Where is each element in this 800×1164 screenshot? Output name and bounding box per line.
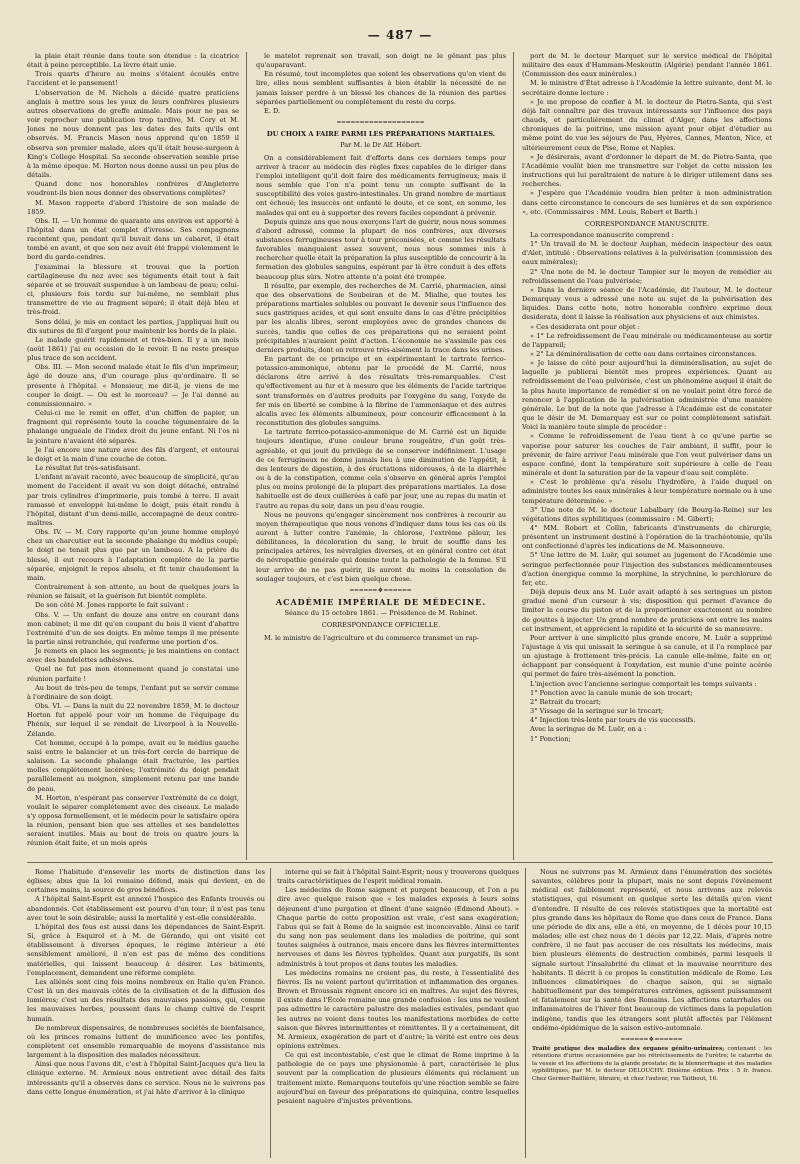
paragraph: On a considérablement fait d'efforts dans ces derniers temps pour arriver à tracer au médecin des règles fixes capables de le diriger dans l'emploi intelligent qu'il doit faire des médicaments ferrugineux; mais il nous semble que l'on n'a point tenu un compte suffisant de la susceptibilité des voies gastro-intestinales. Un grand nombre de martiaux ont échoué; les insuccès ont enfanté le doute, et ce sont, en somme, les malades qui ont eu à supporter des revers faciles cependant à prévenir. xyxy=(256,153,506,217)
paragraph: J'examinai la blessure et trouvai que la portion cartilagineuse du nez avec ses téguments était tout à fait séparée et se trouvait suspendue à un lambeau de peau; celui-ci, plusieurs fois tordu sur lui-même, ne semblait plus transmettre de vie au fragment séparé; il était déjà bleu et très-froid. xyxy=(27,262,239,317)
paragraph: Cet homme, occupé à la pompe, avait eu le médius gauche saisi entre le balancier et un très-fort cercle de barrique de salaison. La seconde phalange était fracturée, les parties molles complétement lacérées; l'extrémité du doigt pendait parallèlement au moignon, simplement retenu par une bande de peau. xyxy=(27,738,239,793)
paragraph: Je l'ai encore une nature avec des fils d'argent, et entourai le doigt et la main d'une couche de coton. xyxy=(27,445,239,463)
column-rule xyxy=(246,52,247,860)
paragraph: L'enfant m'avait raconté, avec beaucoup de simplicité, qu'au moment de l'accident il avait vu son doigt détaché, entraîné par trois cylindres d'imprimerie, puis tombé à terre. Il avait ramassé et enveloppé lui-même le doigt, puis était rendu à l'hôpital, distant d'un demi-mille, accompagné de deux contre-maîtres. xyxy=(27,473,239,527)
paragraph: » Ces desiderata ont pour objet : xyxy=(530,322,640,331)
paragraph: 3° Une note de M. le docteur Labalbary (de Bourg-la-Reine) sur les végétations dites syphilitiques (commissaire : M. Gibert); xyxy=(522,505,772,523)
paragraph: la plaie était réunie dans toute son étendue : la cicatrice était à peine perceptible. La lèvre était unie. xyxy=(27,52,239,70)
paragraph: » J'espère que l'Académie voudra bien prêter à mon administration dans cette circonstance le concours de ses lumières et de son expérience », etc. (Commissaires : MM. Louis, Robert et Barth.) xyxy=(522,189,772,216)
paragraph: 4° MM. Robert et Collin, fabricants d'instruments de chirurgie, présentent un instrument destiné à l'opération de la trachéotomie, qu'ils ont confectionné d'après les indications de M. Maisonneuve. xyxy=(522,523,772,551)
paragraph: 3° Vissage de la seringue sur le trocart; xyxy=(530,707,664,716)
paragraph: Quel ne fut pas mon étonnement quand je constatai une réunion parfaite ! xyxy=(27,665,239,683)
paragraph: » Je laisse de côté pour aujourd'hui la déminéralisation, au sujet de laquelle je publierai bientôt mes propres expériences. Quant au refroidissement de l'eau pulvérisée, c'est un phénomène auquel il était de la plus haute importance de remédier si on ne voulait point être forcé de renoncer à l'application de la pulvérisation administrée d'une manière générale. Le but de la note que j'adresse à l'Académie est de constater que le désir de M. Demarquay est sur ce point complètement satisfait. Voici la manière toute simple de procéder : xyxy=(522,359,772,432)
paragraph: Nous ne suivrons pas M. Armieux dans l'énumération des sociétés savantes, célèbres pour la plupart, mais ne sont depuis l'évènement médical est faiblement représenté, et nous arrivons aux relevés statistiques, qui résument en quelque sorte les détails qu'on vient d'entendre. Il résulte de ces relevés statistiques que la mortalité est plus grande dans les hôpitaux de Rome que dans ceux de France. Dans une période de dix ans, elle a été, en moyenne, de 1 décès pour 10,15 malades; elle est chez nous de 1 décès par 12,22. Mais, d'après notre confrère, il ne faut pas accuser de ces résultats les médecins, mais bien plusieurs éléments de destruction combinés, parmi lesquels il signale surtout l'insalubrité du climat et la mauvaise nourriture des habitants. Il décrit à ce propos la constitution médicale de Rome. Les influences climatériques de chaque saison, qui se signale habituellement par des températures extrêmes, agissent puissamment et fatalement sur la santé des Romains. Les affections catarrhales ou inflammatoires de l'hiver font beaucoup de victimes dans la population indigène, tandis que les étrangers sont plutôt affectés par l'élément endémo-épidémique de la saison estivo-automnale. xyxy=(532,868,772,1032)
page-number: — 487 — xyxy=(367,28,433,42)
section-heading: CORRESPONDANCE OFFICIELLE. xyxy=(321,621,441,630)
paragraph: Celui-ci me le remit en effet, d'un chiffon de papier, un fragment qui représente toute la couche tégumentaire de la phalange unguéale de l'index droit du jeune enfant. Ni l'os ni la jointure n'avaient été séparés. xyxy=(27,409,239,445)
paragraph: Ce qui est incontestable, c'est que le climat de Rome imprime à la pathologie de ce pays une physionomie à part, caractérisée le plus souvent par la complication de plusieurs éléments qui réclament un traitement mixte. Remarquons toutefois qu'une réaction semble se faire aujourd'hui en faveur des préparations de quinquina, contre lesquelles pesaient naguère d'injustes préventions. xyxy=(277,1051,519,1105)
paragraph: » 2° La déminéralisation de cette eau dans certaines circonstances. xyxy=(530,350,757,358)
paragraph: Contrairement à son attente, au bout de quelques jours la réunion se faisait, et la guérison fut bientôt complète. xyxy=(27,583,239,601)
paragraph: » Je désirerais, avant d'ordonner le départ de M. de Pietra-Santa, que l'Académie voulût bien me transmettre sur l'objet de cette mission les instructions qui lui paraîtraient de nature à le diriger utilement dans ses recherches. xyxy=(522,152,772,189)
paragraph: 1° Ponction; xyxy=(530,734,571,743)
column-left-bottom xyxy=(27,868,265,1158)
paragraph: Nous ne pouvons qu'engager sincèrement nos confrères à recourir au moyen thérapeutique que nous venons d'indiquer dans tous les cas où ils auront à lutter contre l'anémie, la chlorose, l'extrême pâleur, les débilitances, la décoloration du sang, le bruit de souffle dans les principales artères, les névralgies diverses, et en général contre cet état de névropathie générale qui domine toute la pathologie de la femme. S'il leur arrive de ne pas guérir, ils auront du moins la consolation de soulager toujours, et c'est bien quelque chose. xyxy=(256,510,506,583)
paragraph: En résumé, tout incomplètes que soient les observations qu'on vient de lire, elles nous semblent suffisantes à bien établir la nécessité de ne jamais laisser perdre à un blessé les chances de la réunion des parties séparées partiellement ou complétement du reste du corps. xyxy=(256,70,506,106)
paragraph: » Comme le refroidissement de l'eau tient à ce qu'une partie se vaporise pour saturer les couches de l'air ambiant, il suffit, pour le prévenir, de faire arriver l'eau minérale que l'on veut pulvériser dans un espace confiné, dont la température soit supérieure à celle de l'eau minérale et dont la saturation par de la vapeur d'eau soit complète. xyxy=(522,432,772,478)
ornament-divider: ══════❖══════ xyxy=(621,1035,683,1043)
paragraph: Le résultat fut très-satisfaisant. xyxy=(35,464,141,473)
paragraph: Quand donc nos honorables confrères d'Angleterre voudront-ils bien nous donner des observations complètes? xyxy=(27,180,239,198)
paragraph: Obs. IV. — M. Cory rapporte qu'un jeune homme employé chez un charcutier eut la seconde phalange du médius coupé; le doigt ne tenait plus que par un lambeau. A la prière du blessé, il eut recours à l'adaptation complète de la partie séparée, enjoignit le repos absolu, et fit tenir chaudement la main. xyxy=(27,528,239,582)
paragraph: Obs. III. — Mon second malade était le fils d'un imprimeur, âgé de douze ans, d'un courage plus qu'ordinaire. Il se présente à l'hôpital. « Monsieur, me dit-il, je viens de me couper le doigt. — Où est le morceau? — Je l'ai donné au commissionnaire. » xyxy=(27,363,239,408)
paragraph: L'hôpital des fous est aussi dans les dépendances de Saint-Esprit. Si, grâce à Esquirol et à M. de Gérando, qui ont visité cet établissement à diverses époques, le régime intérieur a été sensiblement amélioré, il n'en est pas de même des conditions matérielles, qui laissent beaucoup à désirer. Les bâtiments, l'emplacement, demandent une réforme complète. xyxy=(27,922,265,977)
paragraph: De son côté M. Jones rapporte le fait suivant : xyxy=(35,601,189,610)
book-notice-title: Traité pratique des maladies des organes génito-urinaires; xyxy=(532,1045,725,1052)
paragraph: 1° Un travail de M. le docteur Auphan, médecin inspecteur des eaux d'Alet, intitulé : Observations relatives à la pulvérisation (commission des eaux minérales); xyxy=(522,240,772,267)
paragraph: E. D. xyxy=(264,106,281,115)
paragraph: Le malade guérit rapidement et très-bien. Il y a un mois (août 1861) j'ai eu occasion de le revoir. Il ne reste presque plus trace de son accident. xyxy=(27,335,239,363)
paragraph: Obs. V. — Un enfant de douze ans entre en courant dans mon cabinet; il me dit qu'en coupant du bois il vient d'abattre l'extrémité d'un de ses doigts. En même temps il me présente la partie ainsi retranchée, qui renferme une portion d'os. xyxy=(27,610,239,646)
column-middle-bottom xyxy=(277,868,519,1158)
paragraph: CORRESPONDANCE MANUSCRITE. xyxy=(584,219,710,228)
paragraph: « Je me propose de confier à M. le docteur de Pietra-Santa, qui s'est déjà fait connaître par des travaux intéressants sur l'influence des pays chauds, et particulièrement du climat d'Alger, dans les affections chroniques de la poitrine, une mission ayant pour objet d'étudier au même point de vue les séjours de Pau, Hyères, Cannes, Menton, Nice, et ultérieurement ceux de Pise, Rome et Naples. xyxy=(522,97,772,152)
paragraph: Trois quarts d'heure au moins s'étaient écoulés entre l'accident et le pansement! xyxy=(27,70,239,88)
article-title: DU CHOIX A FAIRE PARMI LES PRÉPARATIONS MARTIALES. xyxy=(266,130,496,139)
paragraph: M. Horton, n'espérant pas conserver l'extrémité de ce doigt, voulait le séparer complétement avec des ciseaux. Le malade s'y opposa formellement, et le médecin pour le satisfaire opéra la réunion, pensant bien que ses attelles et ses bandelettes seraient inutiles. Mais au bout de trois ou quatre jours la réunion était faite, et un mois après xyxy=(27,793,239,848)
article-author: Par M. le Dr Alf. Hébert. xyxy=(340,141,422,150)
paragraph: Déjà depuis deux ans M. Luër avait adapté à ses seringues un piston gradué mené d'un curseur à vis; disposition qui permet d'avance de limiter la course du piston et de la proportionner exactement au nombre de gouttes à injecter. Un grand nombre de praticiens ont entre les mains cet instrument, et apprécient la rapidité et la sécurité de sa manœuvre. xyxy=(522,588,772,633)
paragraph: port de M. le docteur Marquet sur le service médical de l'hôpital militaire des eaux d'Hammam-Meskoutin (Algérie) pendant l'année 1861. (Commission des eaux minérales.) xyxy=(522,52,772,79)
paragraph: 2° Retrait du trocart; xyxy=(530,697,602,706)
paragraph: Il résulte, par exemple, des recherches de M. Carrié, pharmacien, ainsi que des observations de Soubeiran et de M. Mialhe, que toutes les préparations martiales solubles ou pouvant le devenir sous l'influence des sucs gastriques acides, et qui sont ensuite dans le cas d'être précipitées par les alcalis libres, seront employées avec de grandes chances de succès, tandis que celles de ces préparations qui ne seraient point précipitables n'auraient point d'action. L'économie ne s'assimile pas ces derniers produits, dont on retrouve très-aisément la trace dans les urines. xyxy=(256,281,506,354)
column-middle-top xyxy=(256,52,506,860)
paragraph: En partant de ce principe et en expérimentant le tartrate ferrico-potassico-ammonique, obtenu par le procédé de M. Carrié, nous déclarons être arrivé à des résultats très-remarquables. C'est qu'effectivement au fur et à mesure que les éléments de l'acide tartrique sont transformés en d'autres produits par l'oxygène du sang, l'oxyde de fer mis en liberté se combine à la fibrine de l'ammoniaque et des autres alcalis avec les éléments albumineux, pour concourir efficacement à la reconstitution des globules sanguins. xyxy=(256,355,506,428)
paragraph: Obs. II. — Un homme de quarante ans environ est apporté à l'hôpital dans un état complet d'ivresse. Ses compagnons racontent que, pendant qu'il buvait dans un cabaret, il était tombé en avant, et que son nez avait été frappé violemment le bord du garde-cendres. xyxy=(27,216,239,262)
paragraph: La correspondance manuscrite comprend : xyxy=(530,230,674,239)
paragraph: Les aliénés sont cinq fois moins nombreux en Italie qu'en France. C'est là un des mauvais côtés de la civilisation et de la diffusion des lumières; c'est un des résultats des mauvaises passions, qui, comme les mauvaises herbes, poussent dans le champ cultivé de l'esprit humain. xyxy=(27,977,265,1023)
paragraph: » C'est le problème qu'a résolu l'hydrofère, à l'aide duquel on administre toutes les eaux minérales à leur température normale ou à une température déterminée. » xyxy=(522,478,772,505)
column-rule xyxy=(513,52,514,860)
paragraph: De nombreux dispensaires, de nombreuses sociétés de bienfaisance, où les princes romains luttent de munificence avec les pontifes, complètent cet ensemble remarquable de moyens d'assistance mis largement à la disposition des malades nécessiteux. xyxy=(27,1023,265,1060)
column-right-top xyxy=(522,52,772,860)
paragraph: 5° Une lettre de M. Luër, qui soumet au jugement de l'Académie une seringue perfectionnée pour l'injection des substances médicamenteuses d'action énergique comme la morphine, la strychnine, le perchlorure de fer, etc. xyxy=(522,551,772,587)
paragraph: A l'hôpital Saint-Esprit est annexé l'hospice des Enfants trouvés ou abandonnés. Cet établissement est pourvu d'un tour; il n'est pas tenu avec tout le soin désirable; aussi la mortalité y est-elle considérable. xyxy=(27,895,265,922)
paragraph: M. Mason rapporte d'abord l'histoire de son malade de 1859. xyxy=(27,198,239,216)
paragraph: Les médecins de Rome saignent et purgent beaucoup, et l'on a pu dire avec quelque raison que « les malades exposés à leurs soins déjeunent d'une purgation et dînent d'une saignée (Edmond About). » Chaque partie de cette proposition est vraie, c'est sans exagération; l'abus qui se fait à Rome de la saignée est inconcevable. Ainsi ce tarif du sang non pas seulement dans les maladies de poitrine, qui sont toutes saignées à outrance, mais encore dans les fièvres intermittentes nerveuses et dans les fièvres typhoïdes. Quant aux purgatifs, ils sont administrés à tout propos et dans toutes les maladies. xyxy=(277,886,519,968)
paragraph: M. le ministre d'État adresse à l'Académie la lettre suivante, dont M. le secrétaire donne lecture : xyxy=(522,79,772,97)
paragraph: L'injection avec l'ancienne seringue comportait les temps suivants : xyxy=(530,679,757,688)
ornament-divider: ══════❖══════ xyxy=(350,586,412,594)
paragraph: » Dans la dernière séance de l'Académie, dit l'auteur, M. le docteur Demarquay vous a adressé une note au sujet de la pulvérisation des liquides. Dans cette note, notre honorable confrère exprime deux desiderata, dont il laisse la réalisation aux physiciens et aux chimistes. xyxy=(522,285,772,322)
paragraph: le matelot reprenait son travail, son doigt ne le gênant pas plus qu'auparavant. xyxy=(256,52,506,70)
section-rule xyxy=(27,862,773,863)
paragraph: Les médecins romains ne croient pas, du reste, à l'essentialité des fièvres. Ils ne voient partout qu'irritation et inflammation des organes. Brown et Broussais règnent encore ici en maîtres. Au sujet des fièvres, il existe dans l'École romaine une grande confusion : les uns ne veulent pas admettre le caractère palustre des maladies estivales, pendant que les autres ne voient dans toutes les manifestations morbides de cette saison que fièvres intermittentes et rémittentes. Il y a certainement, dit M. Armieux, exagération de part et d'autre; la vérité est entre ces deux opinions extrêmes. xyxy=(277,968,519,1050)
paragraph: Depuis quinze ans que nous exerçons l'art de guérir, nous nous sommes d'abord adressé, comme la plupart de nos confrères, aux diverses substances ferrugineuses tour à tour préconisées, et comme les résultats favorables manquaient assez souvent, nous nous sommes mis à rechercher quelle était la préparation la plus susceptible de concourir à la formation des globules sanguins, espérant par là être conduit à des effets beaucoup plus sûrs. Notre attente n'a point été trompée. xyxy=(256,217,506,281)
column-right-bottom xyxy=(532,868,772,1158)
paragraph: Je remets en place les segments; je les maintiens en contact avec des bandelettes adhésives. xyxy=(27,647,239,665)
paragraph: interne qui se fait à l'hôpital Saint-Esprit; nous y trouverons quelques traits caractéristiques de l'esprit médical romain. xyxy=(277,868,519,886)
paragraph: Le tartrate ferrico-potassico-ammonique de M. Carrié est un liquide toujours identique, d'une couleur brune rougeâtre, d'un goût très-agréable, et qui jouit du privilège de se conserver indéfiniment. L'usage de ce ferrugineux ne donne jamais lieu à une diminution de l'appétit, à des lenteurs de digestion, à des éructations nidoreuses, à de la diarrhée ou à de la constipation, comme cela s'observe en général après l'emploi plus ou moins prolongé de la plupart des préparations martiales. La dose habituelle est de deux cuillerées à café par jour, une au repas du matin et l'autre au repas du soir, dans un peu d'eau rougie. xyxy=(256,428,506,510)
paragraph: L'observation de M. Nichols a décidé quatre praticiens anglais à mettre sous les yeux de leurs confrères plusieurs autres observations de greffe animale. Mais pour ne pas se voir reprocher une publication trop tardive, M. Cory et M. Jones ne nous donnent pas les dates des faits qu'ils ont observés. M. Francis Mason nous apprend qu'en 1859 il observa son premier malade, alors qu'il était house-surgeon à King's College Hospital. Sa seconde observation semble prise à la même époque. M. Horton nous donne aussi un peu plus de détails. xyxy=(27,88,239,180)
paragraph: Ainsi que nous l'avons dit, c'est à l'hôpital Saint-Jacques qu'a lieu la clinique externe. M. Armieux nous entretient avec détail des faits intéressants qu'il a observés dans ce service. Nous ne le suivrons pas dans cette longue énumération, et j'ai hâte d'arriver à la clinique xyxy=(27,1060,265,1096)
paragraph: 4° Injection très-lente par tours de vis successifs. xyxy=(530,716,696,725)
paragraph: » 1° Le refroidissement de l'eau minérale ou médicamenteuse au sortir de l'appareil; xyxy=(522,331,772,349)
paragraph: Au bout de très-peu de temps, l'enfant put se servir comme à l'ordinaire de son doigt. xyxy=(27,683,239,701)
column-left-top xyxy=(27,52,239,860)
paragraph: Obs. VI. — Dans la nuit du 22 novembre 1859, M. le docteur Horton fut appelé pour voir un homme de l'équipage du Phénix, sur lequel il se rendait de Liverpool à la Nouvelle-Zélande. xyxy=(27,702,239,738)
paragraph: 1° Ponction avec la canule munie de son trocart; xyxy=(530,688,693,697)
column-rule xyxy=(525,868,526,1158)
paragraph: Sons délai, je mis en contact les parties, j'appliquai huit ou dix sutures de fil d'argent pour maintenir les bords de la plaie. xyxy=(27,317,239,335)
book-notice-text: contenant : les rétentions d'urine occasionnées par les rétrécissements de l'urètre; le catarrhe de la vessie et les affections de la glande prostate; de la blennorrhagie et des maladies syphilitiques, par M. le docteur DELOUCHY. Dixième édition. Prix : 5 fr. franco. Chez Germer-Baillière, libraire, et chez l'auteur, rue Taitbout, 16. xyxy=(532,1045,772,1082)
column-rule xyxy=(270,868,271,1158)
book-notice xyxy=(532,1046,772,1084)
paragraph: M. le ministre de l'agriculture et du commerce transmet un rap- xyxy=(264,633,480,642)
academy-title: ACADÉMIE IMPÉRIALE DE MÉDECINE. xyxy=(275,597,487,608)
academy-session: Séance du 15 octobre 1861. — Présidence de M. Robinet. xyxy=(284,609,478,618)
paragraph: Pour arriver à une simplicité plus grande encore, M. Luër a supprimé l'ajustage à vis qui unissait la seringue à sa canule, et il l'a remplacé par un ajustage à frottement très-précis. La canule elle-même, faite en or, échappant par conséquent à l'oxydation, est munie d'une pointe acérée qui permet de faire très-aisément la ponction. xyxy=(522,633,772,679)
ornament-divider: ═══════════════════ xyxy=(337,119,425,127)
paragraph: Rome l'habitude d'ensevelir les morts de distinction dans les églises; abus que la loi romaine défend, mais qui devient, en de certaines mains, la source de gros bénéfices. xyxy=(27,868,265,895)
paragraph: Avec la seringue de M. Luër, on a : xyxy=(530,725,647,734)
paragraph: 2° Une note de M. le docteur Tampier sur le moyen de remédier au refroidissement de l'eau pulvérisée; xyxy=(522,267,772,285)
